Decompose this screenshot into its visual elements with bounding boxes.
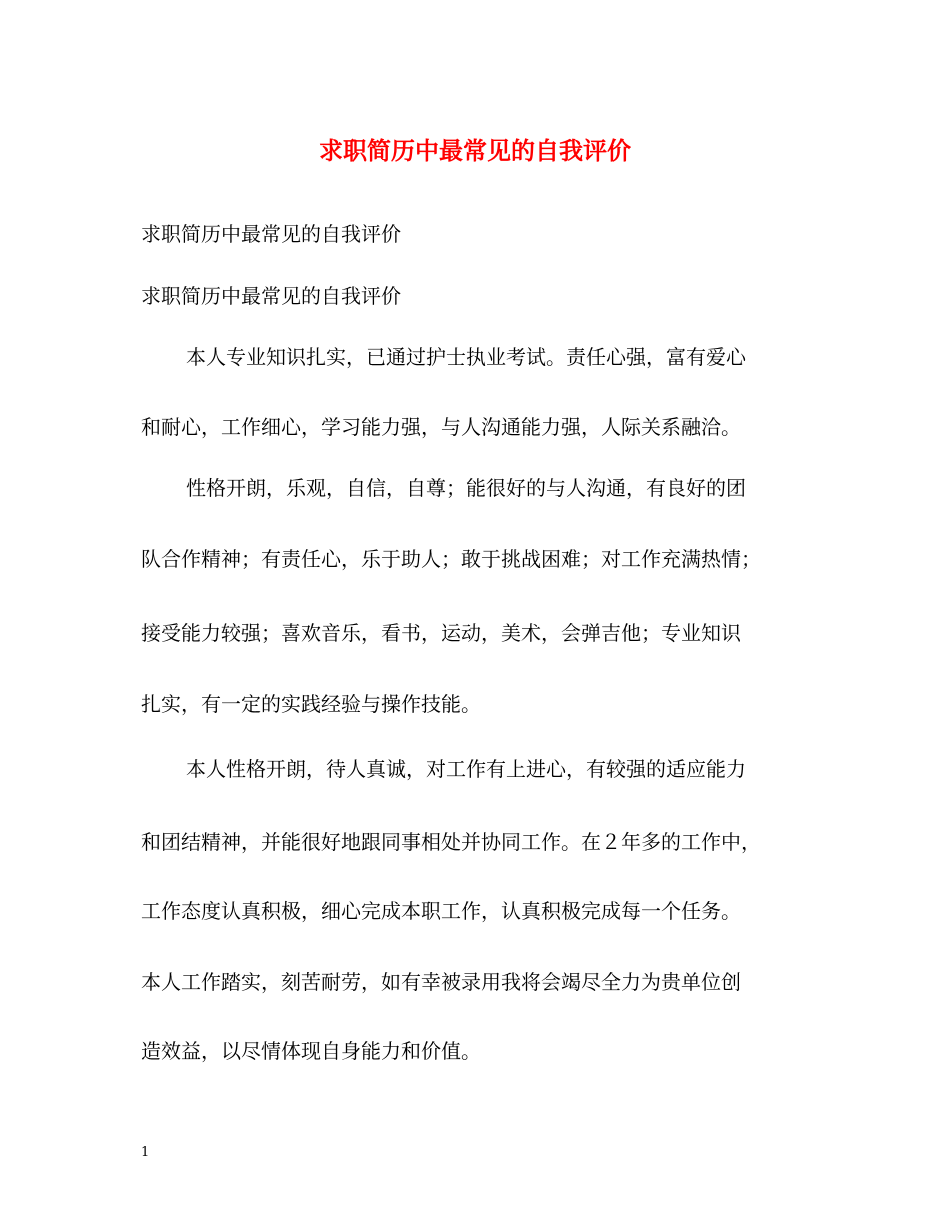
page-number: 1 bbox=[141, 1145, 150, 1160]
paragraph-3-line-5: 造效益，以尽情体现自身能力和价值。 bbox=[141, 1039, 481, 1063]
paragraph-1-line-2: 和耐心，工作细心，学习能力强，与人沟通能力强，人际关系融洽。 bbox=[141, 415, 741, 439]
paragraph-2-line-4: 扎实，有一定的实践经验与操作技能。 bbox=[141, 692, 481, 716]
subheading-1: 求职简历中最常见的自我评价 bbox=[141, 222, 401, 246]
page-title: 求职简历中最常见的自我评价 bbox=[319, 136, 631, 165]
paragraph-2-line-3: 接受能力较强；喜欢音乐，看书，运动，美术，会弹吉他；专业知识 bbox=[141, 621, 741, 645]
paragraph-2-line-1: 性格开朗，乐观，自信，自尊；能很好的与人沟通，有良好的团 bbox=[186, 476, 746, 500]
paragraph-1-line-1: 本人专业知识扎实，已通过护士执业考试。责任心强，富有爱心 bbox=[186, 345, 746, 369]
paragraph-3-line-1: 本人性格开朗，待人真诚，对工作有上进心，有较强的适应能力 bbox=[186, 757, 746, 781]
subheading-2: 求职简历中最常见的自我评价 bbox=[141, 284, 401, 308]
paragraph-3-line-4: 本人工作踏实，刻苦耐劳，如有幸被录用我将会竭尽全力为贵单位创 bbox=[141, 970, 741, 994]
paragraph-3-line-2: 和团结精神，并能很好地跟同事相处并协同工作。在２年多的工作中， bbox=[141, 830, 761, 854]
paragraph-2-line-2: 队合作精神；有责任心，乐于助人；敢于挑战困难；对工作充满热情； bbox=[141, 547, 761, 571]
paragraph-3-line-3: 工作态度认真积极，细心完成本职工作，认真积极完成每一个任务。 bbox=[141, 899, 741, 923]
